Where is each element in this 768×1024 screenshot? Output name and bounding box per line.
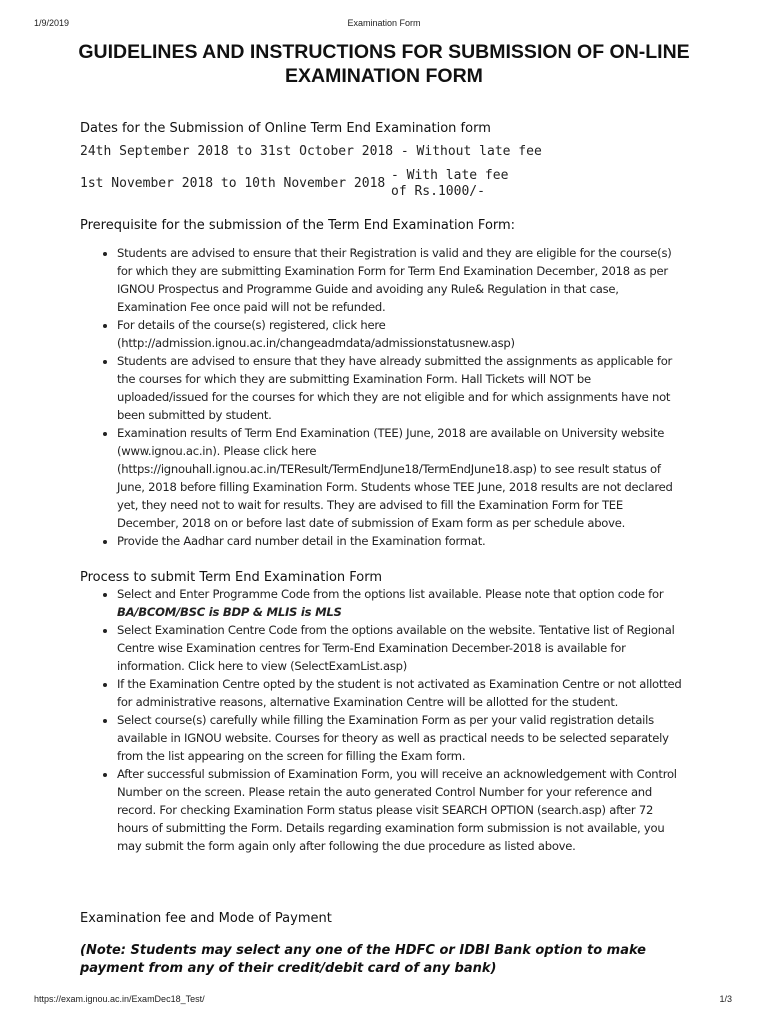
list-item: • Students are advised to ensure that their Registration is valid and they are eligible for the course(s) for which they are submitting Examination Form for Term End Examination December, 2018 as per IGNOU Prospectus and Programme Guide and avoiding any Rule& Regulation in that case, Examination Fee once paid will not be refunded. <box>117 244 683 316</box>
list-item[interactable]: • For details of the course(s) registered, click here (http://admission.ignou.ac.in/changeadmdata/admissionstatusnew.asp) <box>117 316 683 352</box>
print-date: 1/9/2019 <box>34 18 70 28</box>
print-header <box>34 18 734 30</box>
list-item[interactable]: • After successful submission of Examination Form, you will receive an acknowledgement with Control Number on the screen. Please retain the auto generated Control Number for your reference and record. For checking Examination Form status please visit SEARCH OPTION (search.asp) after 72 hours of submitting the Form. Details regarding examination form submission is not available, you may submit the form again only after following the due procedure as listed above. <box>117 765 683 855</box>
list-item: • Provide the Aadhar card number detail in the Examination format. <box>117 532 683 550</box>
list-item: • Select course(s) carefully while filling the Examination Form as per your valid registration details available in IGNOU website. Courses for theory as well as practical needs to be selected separately from the list appearing on the screen for filling the Exam form. <box>117 711 683 765</box>
programme-code-text: Select and Enter Programme Code from the options list available. Please note that option code for <box>117 587 664 601</box>
prerequisite-list <box>99 244 683 550</box>
list-item[interactable]: • Examination results of Term End Examination (TEE) June, 2018 are available on University website (www.ignou.ac.in). Please click here (https://ignouhall.ignou.ac.in/TEResult/TermEndJune18/TermEndJune18.asp) to see result status of June, 2018 before filling Examination Form. Students whose TEE June, 2018 results are not declared yet, they need not to wait for results. They are advised to fill the Examination Form for TEE December, 2018 on or before last date of submission of Exam form as per schedule above. <box>117 424 683 532</box>
print-url: https://exam.ignou.ac.in/ExamDec18_Test/ <box>34 994 205 1004</box>
fee-heading: Examination fee and Mode of Payment <box>80 911 332 926</box>
prerequisite-heading: Prerequisite for the submission of the Term End Examination Form: <box>80 218 516 233</box>
process-list <box>99 585 683 855</box>
programme-code-emphasis: BA/BCOM/BSC is BDP & MLIS is MLS <box>117 605 342 619</box>
process-heading: Process to submit Term End Examination Form <box>80 570 383 585</box>
list-item: • Students are advised to ensure that they have already submitted the assignments as applicable for the courses for which they are submitting Examination Form. Hall Tickets will NOT be uploaded/issued for the courses for which they are not eligible and for which assignments have not been submitted by student. <box>117 352 683 424</box>
print-footer <box>34 994 734 1006</box>
print-page-title: Examination Form <box>347 18 421 28</box>
list-item <box>117 585 683 621</box>
payment-note: (Note: Students may select any one of the HDFC or IDBI Bank option to make payment from any of their credit/debit card of any bank) <box>80 943 646 976</box>
list-item: • If the Examination Centre opted by the student is not activated as Examination Centre or not allotted for administrative reasons, alternative Examination Centre will be allotted for the student. <box>117 675 683 711</box>
page-title: GUIDELINES AND INSTRUCTIONS FOR SUBMISSION OF ON-LINE EXAMINATION FORM <box>78 41 690 87</box>
dates-heading: Dates for the Submission of Online Term End Examination form <box>80 121 491 136</box>
date-row-without-late-fee: 24th September 2018 to 31st October 2018 - Without late fee <box>80 144 542 159</box>
print-page-number: 1/3 <box>719 994 732 1004</box>
list-item[interactable]: • Select Examination Centre Code from the options available on the website. Tentative list of Regional Centre wise Examination centres for Term-End Examination December-2018 is available for information. Click here to view (SelectExamList.asp) <box>117 621 683 675</box>
late-fee-date-range: 1st November 2018 to 10th November 2018 <box>80 176 386 191</box>
late-fee-amount: - With late fee of Rs.1000/- <box>391 168 509 199</box>
